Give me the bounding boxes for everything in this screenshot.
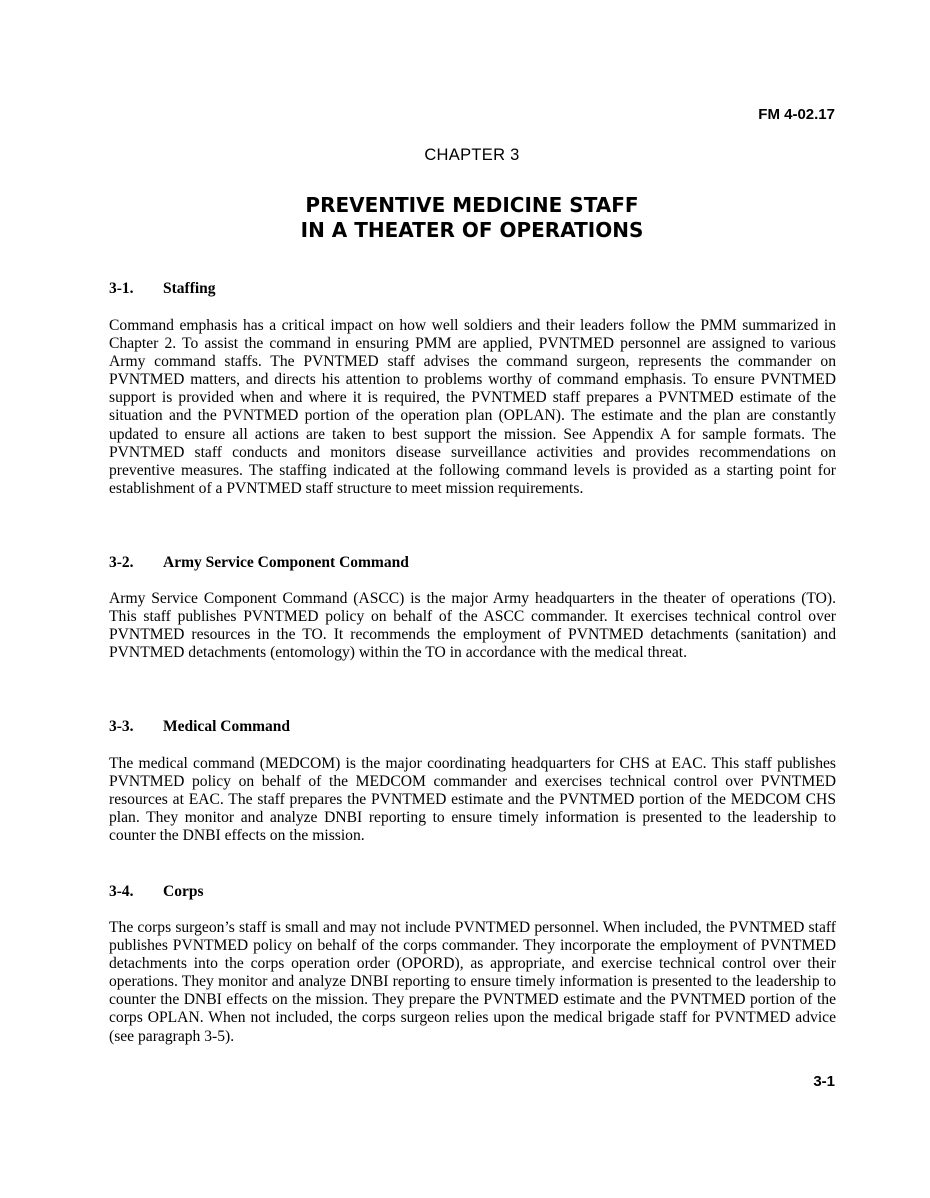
section-number: 3-1. xyxy=(109,280,134,297)
section-heading-3-4 xyxy=(109,883,203,901)
section-heading-3-1 xyxy=(109,280,216,298)
chapter-title xyxy=(0,193,930,243)
section-number: 3-2. xyxy=(109,554,134,571)
section-paragraph-3-3: The medical command (MEDCOM) is the major coordinating headquarters for CHS at EAC. This staff publishes PVNTMED policy on behalf of the MEDCOM commander and exercises technical control over PVNTMED resources at EAC. The staff prepares the PVNTMED estimate and the PVNTMED portion of the MEDCOM CHS plan. They monitor and analyze DNBI reporting to ensure timely information is presented to the leadership to counter the DNBI effects on the mission. xyxy=(109,755,836,845)
section-title: Corps xyxy=(163,883,204,900)
section-heading-3-3 xyxy=(109,718,290,736)
chapter-title-line-2: IN A THEATER OF OPERATIONS xyxy=(300,218,644,242)
section-paragraph-3-4: The corps surgeon’s staff is small and may not include PVNTMED personnel. When included, the PVNTMED staff publishes PVNTMED policy on behalf of the corps commander. They incorporate the employment of PVNTMED detachments into the corps operation order (OPORD), as appropriate, and exercise technical control over their operations. They monitor and analyze DNBI reporting to ensure timely information is presented to the leadership to counter the DNBI effects on the mission. They prepare the PVNTMED estimate and the PVNTMED portion of the corps OPLAN. When not included, the corps surgeon relies upon the medical brigade staff for PVNTMED advice (see paragraph 3-5). xyxy=(109,919,836,1045)
section-heading-3-2 xyxy=(109,554,409,572)
section-paragraph-3-2: Army Service Component Command (ASCC) is the major Army headquarters in the theater of operations (TO). This staff publishes PVNTMED policy on behalf of the ASCC commander. It exercises technical control over PVNTMED resources in the TO. It recommends the employment of PVNTMED detachments (sanitation) and PVNTMED detachments (entomology) within the TO in accordance with the medical threat. xyxy=(109,590,836,662)
section-title: Army Service Component Command xyxy=(163,554,409,571)
document-id: FM 4-02.17 xyxy=(758,106,835,123)
section-paragraph-3-1: Command emphasis has a critical impact on how well soldiers and their leaders follow the PMM summarized in Chapter 2. To assist the command in ensuring PMM are applied, PVNTMED personnel are assigned to various Army command staffs. The PVNTMED staff advises the command surgeon, represents the commander on PVNTMED matters, and directs his attention to problems worthy of command emphasis. To ensure PVNTMED support is provided when and where it is required, the PVNTMED staff prepares a PVNTMED estimate of the situation and the PVNTMED portion of the operation plan (OPLAN). The estimate and the plan are constantly updated to ensure all actions are taken to best support the mission. See Appendix A for sample formats. The PVNTMED staff conducts and monitors disease surveillance activities and provides recommendations on preventive measures. The staffing indicated at the following command levels is provided as a starting point for establishment of a PVNTMED staff structure to meet mission requirements. xyxy=(109,317,836,497)
section-title: Staffing xyxy=(163,280,216,297)
section-number: 3-4. xyxy=(109,883,134,900)
section-title: Medical Command xyxy=(163,718,291,735)
chapter-label: CHAPTER 3 xyxy=(424,146,520,164)
section-number: 3-3. xyxy=(109,718,134,735)
page-number: 3-1 xyxy=(813,1073,835,1090)
chapter-title-line-1: PREVENTIVE MEDICINE STAFF xyxy=(305,193,639,217)
